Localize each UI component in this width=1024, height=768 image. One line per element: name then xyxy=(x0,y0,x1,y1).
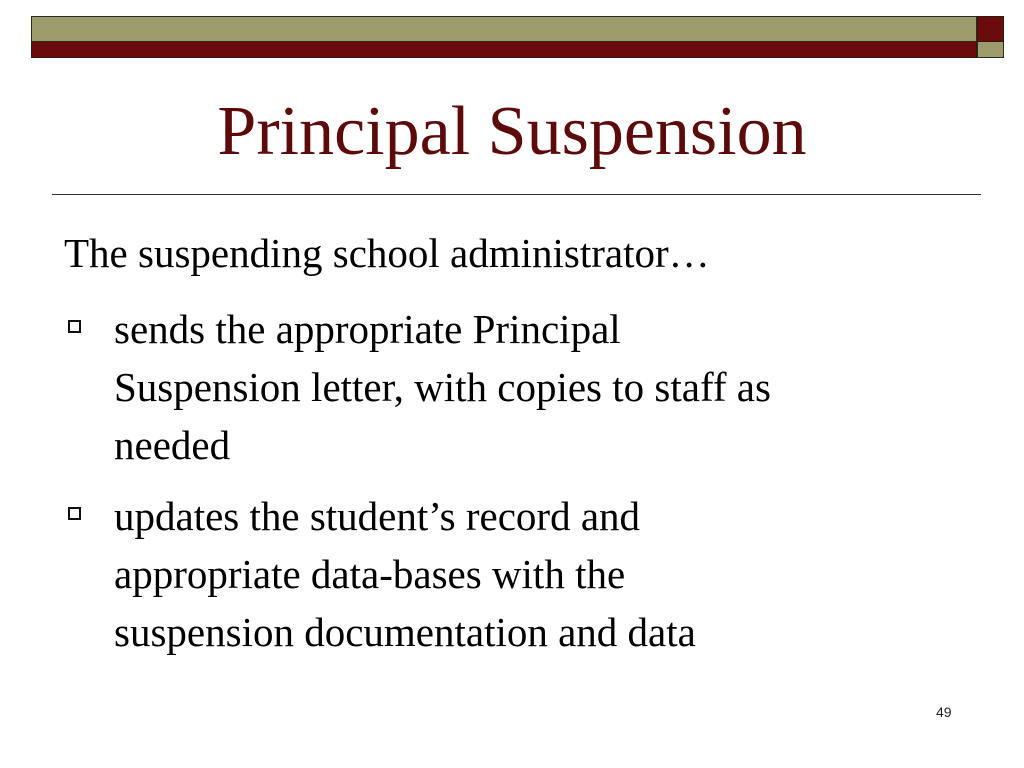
page-number: 49 xyxy=(936,704,952,720)
title-divider xyxy=(52,194,981,195)
bullet-item xyxy=(64,487,964,661)
bullet-text: sends the appropriate Principal Suspension letter, with copies to staff as needed xyxy=(114,306,771,468)
intro-text: The suspending school administrator… xyxy=(64,230,710,276)
hollow-square-bullet-icon xyxy=(68,507,81,520)
hollow-square-bullet-icon xyxy=(68,320,81,333)
bullet-list xyxy=(64,300,964,674)
bullet-item xyxy=(64,300,964,474)
header-corner-maroon xyxy=(977,16,1004,42)
header-band-olive xyxy=(31,16,977,42)
slide-title: Principal Suspension xyxy=(217,93,807,170)
header-corner-olive xyxy=(977,42,1004,58)
bullet-text: updates the student’s record and appropriate data-bases with the suspension documentation and data xyxy=(114,493,696,655)
header-band-maroon xyxy=(31,42,977,58)
